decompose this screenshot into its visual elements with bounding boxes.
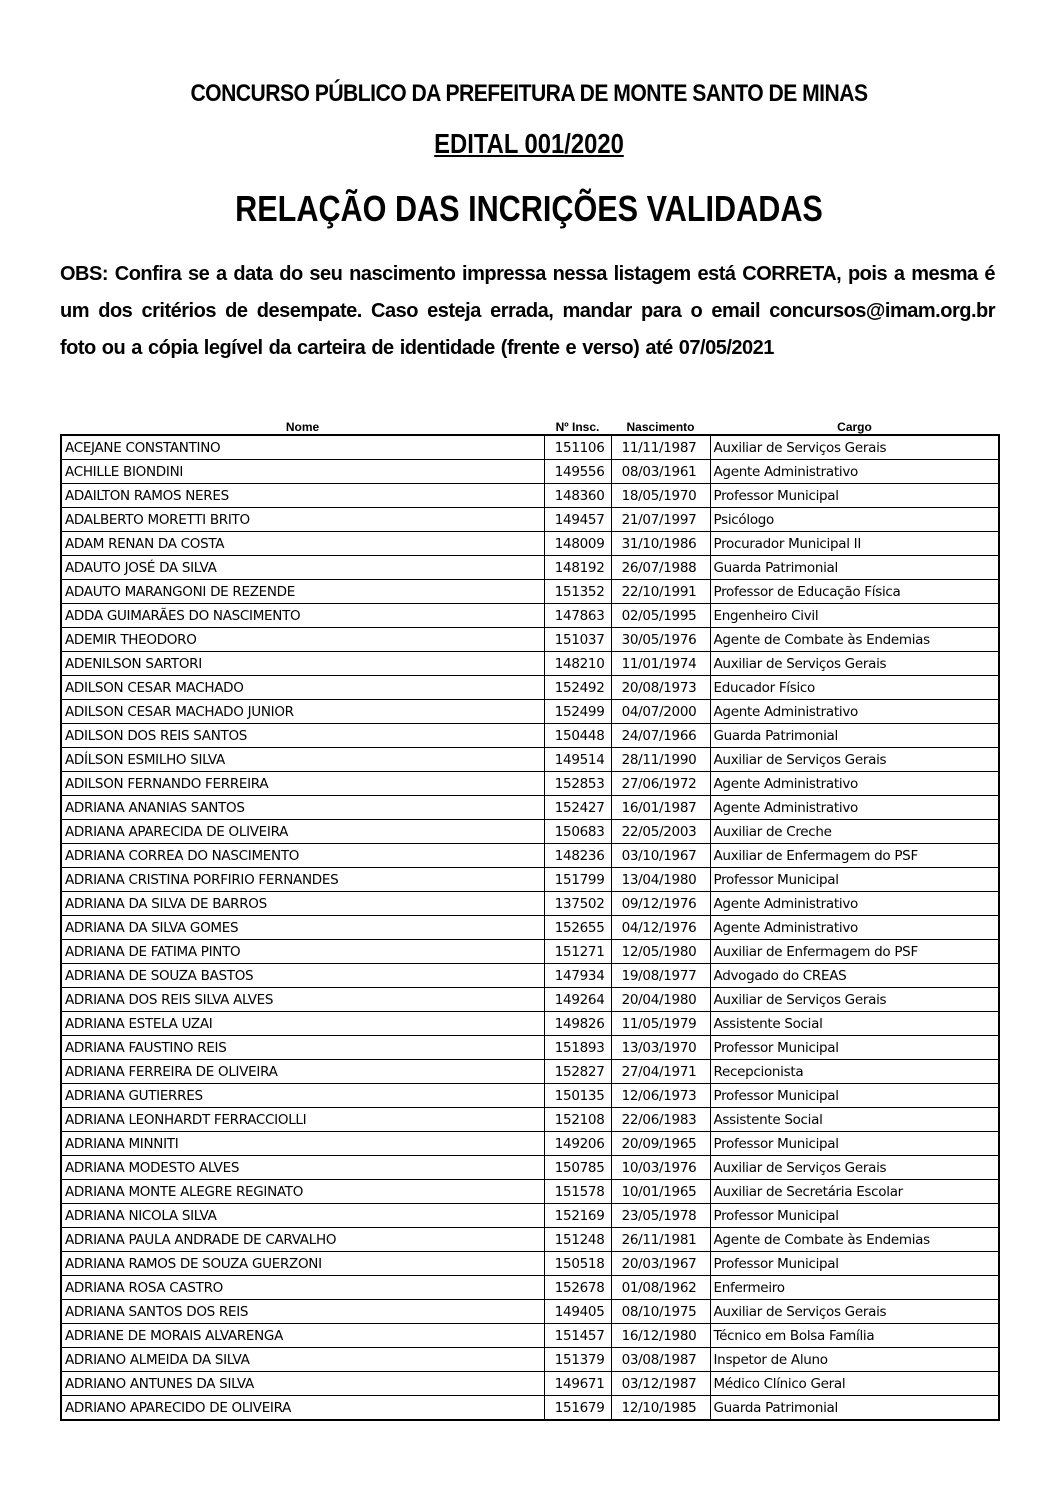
cell-nascimento: 26/07/1988	[611, 556, 710, 580]
cell-nascimento: 04/07/2000	[611, 700, 710, 724]
cell-cargo: Auxiliar de Serviços Gerais	[710, 988, 999, 1012]
cell-inscricao: 147863	[544, 604, 611, 628]
cell-nascimento: 28/11/1990	[611, 748, 710, 772]
table-row	[61, 460, 999, 484]
cell-inscricao: 149457	[544, 508, 611, 532]
cell-cargo: Professor Municipal	[710, 1252, 999, 1276]
cell-cargo: Professor Municipal	[710, 868, 999, 892]
cell-inscricao: 147934	[544, 964, 611, 988]
table-row	[61, 844, 999, 868]
cell-nascimento: 20/03/1967	[611, 1252, 710, 1276]
column-header-inscricao: Nº Insc.	[555, 420, 600, 434]
cell-nascimento: 13/03/1970	[611, 1036, 710, 1060]
cell-inscricao: 151271	[544, 940, 611, 964]
table-row	[61, 868, 999, 892]
table-row	[61, 435, 999, 460]
cell-inscricao: 148009	[544, 532, 611, 556]
cell-cargo: Agente Administrativo	[710, 460, 999, 484]
observation-text: OBS: Confira se a data do seu nascimento impressa nessa listagem está CORRETA, pois a mesma é um dos critérios de desempate. Caso esteja errada, mandar para o email concursos@imam.org.br foto ou a cópia legível da carteira de identidade (frente e verso) até 07/05/2021	[60, 263, 995, 359]
cell-nome: ADRIANA DOS REIS SILVA ALVES	[61, 988, 544, 1012]
cell-inscricao: 152499	[544, 700, 611, 724]
table-row	[61, 796, 999, 820]
table-row	[61, 820, 999, 844]
cell-nome: ADILSON CESAR MACHADO	[61, 676, 544, 700]
cell-nome: ADRIANA CRISTINA PORFIRIO FERNANDES	[61, 868, 544, 892]
table-row	[61, 652, 999, 676]
cell-inscricao: 150518	[544, 1252, 611, 1276]
table-row	[61, 580, 999, 604]
cell-cargo: Guarda Patrimonial	[710, 724, 999, 748]
table-header-row	[61, 410, 999, 435]
cell-nome: ADRIANA MODESTO ALVES	[61, 1156, 544, 1180]
edital-number: EDITAL 001/2020	[434, 128, 624, 159]
table-row	[61, 556, 999, 580]
cell-inscricao: 152853	[544, 772, 611, 796]
cell-nascimento: 22/10/1991	[611, 580, 710, 604]
cell-inscricao: 151799	[544, 868, 611, 892]
cell-cargo: Auxiliar de Enfermagem do PSF	[710, 940, 999, 964]
cell-nome: ADRIANA FAUSTINO REIS	[61, 1036, 544, 1060]
cell-cargo: Agente de Combate às Endemias	[710, 628, 999, 652]
cell-nascimento: 12/10/1985	[611, 1396, 710, 1421]
registrations-table	[60, 410, 1000, 1421]
cell-inscricao: 151457	[544, 1324, 611, 1348]
table-row	[61, 1324, 999, 1348]
cell-inscricao: 151037	[544, 628, 611, 652]
cell-nome: ADRIANA ROSA CASTRO	[61, 1276, 544, 1300]
cell-cargo: Agente Administrativo	[710, 796, 999, 820]
cell-nome: ADRIANA FERREIRA DE OLIVEIRA	[61, 1060, 544, 1084]
table-row	[61, 1132, 999, 1156]
cell-inscricao: 151248	[544, 1228, 611, 1252]
table-row	[61, 1060, 999, 1084]
cell-inscricao: 149826	[544, 1012, 611, 1036]
cell-nome: ADRIANO APARECIDO DE OLIVEIRA	[61, 1396, 544, 1421]
cell-inscricao: 149405	[544, 1300, 611, 1324]
cell-nascimento: 09/12/1976	[611, 892, 710, 916]
table-row	[61, 1084, 999, 1108]
table-row	[61, 1372, 999, 1396]
cell-inscricao: 150448	[544, 724, 611, 748]
cell-inscricao: 152678	[544, 1276, 611, 1300]
cell-nome: ADALBERTO MORETTI BRITO	[61, 508, 544, 532]
cell-inscricao: 151679	[544, 1396, 611, 1421]
cell-nascimento: 20/04/1980	[611, 988, 710, 1012]
cell-nome: ADRIANA GUTIERRES	[61, 1084, 544, 1108]
cell-cargo: Assistente Social	[710, 1108, 999, 1132]
table-row	[61, 916, 999, 940]
cell-inscricao: 149514	[544, 748, 611, 772]
cell-inscricao: 151893	[544, 1036, 611, 1060]
cell-cargo: Auxiliar de Serviços Gerais	[710, 748, 999, 772]
cell-nascimento: 27/04/1971	[611, 1060, 710, 1084]
cell-nascimento: 03/08/1987	[611, 1348, 710, 1372]
cell-cargo: Professor Municipal	[710, 484, 999, 508]
cell-cargo: Agente Administrativo	[710, 772, 999, 796]
table-row	[61, 940, 999, 964]
table-row	[61, 1300, 999, 1324]
table-row	[61, 1156, 999, 1180]
cell-nome: ADRIANO ALMEIDA DA SILVA	[61, 1348, 544, 1372]
cell-nome: ADRIANA DA SILVA DE BARROS	[61, 892, 544, 916]
cell-inscricao: 137502	[544, 892, 611, 916]
column-header-cargo: Cargo	[837, 420, 872, 434]
cell-nascimento: 16/01/1987	[611, 796, 710, 820]
cell-nascimento: 19/08/1977	[611, 964, 710, 988]
cell-inscricao: 148192	[544, 556, 611, 580]
table-row	[61, 676, 999, 700]
cell-nome: ADRIANA SANTOS DOS REIS	[61, 1300, 544, 1324]
cell-nascimento: 08/03/1961	[611, 460, 710, 484]
cell-nome: ADRIANO ANTUNES DA SILVA	[61, 1372, 544, 1396]
cell-inscricao: 148210	[544, 652, 611, 676]
table-row	[61, 1180, 999, 1204]
cell-inscricao: 151578	[544, 1180, 611, 1204]
cell-inscricao: 152427	[544, 796, 611, 820]
cell-nascimento: 21/07/1997	[611, 508, 710, 532]
cell-nome: ADRIANA APARECIDA DE OLIVEIRA	[61, 820, 544, 844]
cell-inscricao: 151379	[544, 1348, 611, 1372]
cell-nascimento: 03/10/1967	[611, 844, 710, 868]
registrations-table-container	[60, 410, 998, 1421]
cell-nome: ADRIANA ANANIAS SANTOS	[61, 796, 544, 820]
cell-nome: ADILSON CESAR MACHADO JUNIOR	[61, 700, 544, 724]
cell-cargo: Psicólogo	[710, 508, 999, 532]
cell-inscricao: 150785	[544, 1156, 611, 1180]
cell-cargo: Auxiliar de Enfermagem do PSF	[710, 844, 999, 868]
column-header-nome: Nome	[285, 420, 320, 434]
cell-cargo: Auxiliar de Serviços Gerais	[710, 1300, 999, 1324]
cell-nome: ADILSON DOS REIS SANTOS	[61, 724, 544, 748]
cell-inscricao: 152492	[544, 676, 611, 700]
table-row	[61, 1252, 999, 1276]
cell-cargo: Inspetor de Aluno	[710, 1348, 999, 1372]
table-row	[61, 748, 999, 772]
cell-nascimento: 26/11/1981	[611, 1228, 710, 1252]
cell-inscricao: 149556	[544, 460, 611, 484]
cell-cargo: Agente Administrativo	[710, 892, 999, 916]
cell-nome: ADRIANA NICOLA SILVA	[61, 1204, 544, 1228]
cell-nome: ACEJANE CONSTANTINO	[61, 435, 544, 460]
cell-nome: ADILSON FERNANDO FERREIRA	[61, 772, 544, 796]
cell-nascimento: 02/05/1995	[611, 604, 710, 628]
cell-cargo: Enfermeiro	[710, 1276, 999, 1300]
cell-nome: ADRIANA DE FATIMA PINTO	[61, 940, 544, 964]
table-row	[61, 892, 999, 916]
cell-cargo: Educador Físico	[710, 676, 999, 700]
cell-inscricao: 152169	[544, 1204, 611, 1228]
cell-inscricao: 148360	[544, 484, 611, 508]
cell-nascimento: 03/12/1987	[611, 1372, 710, 1396]
cell-nome: ADRIANA LEONHARDT FERRACCIOLLI	[61, 1108, 544, 1132]
cell-cargo: Assistente Social	[710, 1012, 999, 1036]
table-row	[61, 772, 999, 796]
cell-nascimento: 23/05/1978	[611, 1204, 710, 1228]
cell-nome: ADAM RENAN DA COSTA	[61, 532, 544, 556]
table-row	[61, 964, 999, 988]
table-row	[61, 700, 999, 724]
cell-nascimento: 18/05/1970	[611, 484, 710, 508]
document-title: CONCURSO PÚBLICO DA PREFEITURA DE MONTE SANTO DE MINAS	[190, 80, 868, 107]
table-row	[61, 532, 999, 556]
cell-inscricao: 152108	[544, 1108, 611, 1132]
cell-nome: ADDA GUIMARÃES DO NASCIMENTO	[61, 604, 544, 628]
table-row	[61, 1108, 999, 1132]
cell-nome: ADRIANE DE MORAIS ALVARENGA	[61, 1324, 544, 1348]
cell-inscricao: 149264	[544, 988, 611, 1012]
table-row	[61, 1228, 999, 1252]
table-row	[61, 604, 999, 628]
cell-nascimento: 01/08/1962	[611, 1276, 710, 1300]
cell-nome: ADAUTO MARANGONI DE REZENDE	[61, 580, 544, 604]
cell-nascimento: 12/06/1973	[611, 1084, 710, 1108]
table-row	[61, 628, 999, 652]
cell-nascimento: 04/12/1976	[611, 916, 710, 940]
cell-nascimento: 30/05/1976	[611, 628, 710, 652]
cell-cargo: Auxiliar de Serviços Gerais	[710, 1156, 999, 1180]
table-row	[61, 1348, 999, 1372]
cell-nascimento: 22/06/1983	[611, 1108, 710, 1132]
cell-nascimento: 10/01/1965	[611, 1180, 710, 1204]
cell-cargo: Guarda Patrimonial	[710, 556, 999, 580]
cell-nascimento: 27/06/1972	[611, 772, 710, 796]
cell-cargo: Professor de Educação Física	[710, 580, 999, 604]
cell-cargo: Advogado do CREAS	[710, 964, 999, 988]
cell-nome: ADRIANA DA SILVA GOMES	[61, 916, 544, 940]
table-row	[61, 988, 999, 1012]
cell-inscricao: 150135	[544, 1084, 611, 1108]
table-row	[61, 1276, 999, 1300]
table-row	[61, 724, 999, 748]
cell-cargo: Procurador Municipal II	[710, 532, 999, 556]
table-row	[61, 1204, 999, 1228]
cell-inscricao: 152827	[544, 1060, 611, 1084]
cell-nome: ADAUTO JOSÉ DA SILVA	[61, 556, 544, 580]
cell-nome: ADRIANA PAULA ANDRADE DE CARVALHO	[61, 1228, 544, 1252]
cell-nascimento: 22/05/2003	[611, 820, 710, 844]
cell-cargo: Agente Administrativo	[710, 916, 999, 940]
cell-cargo: Recepcionista	[710, 1060, 999, 1084]
cell-cargo: Auxiliar de Serviços Gerais	[710, 652, 999, 676]
table-body	[61, 435, 999, 1420]
cell-nome: ADRIANA RAMOS DE SOUZA GUERZONI	[61, 1252, 544, 1276]
cell-nome: ADRIANA MINNITI	[61, 1132, 544, 1156]
cell-inscricao: 149671	[544, 1372, 611, 1396]
cell-nome: ADRIANA CORREA DO NASCIMENTO	[61, 844, 544, 868]
cell-nascimento: 24/07/1966	[611, 724, 710, 748]
table-row	[61, 1012, 999, 1036]
cell-nome: ADAILTON RAMOS NERES	[61, 484, 544, 508]
cell-nascimento: 31/10/1986	[611, 532, 710, 556]
cell-cargo: Engenheiro Civil	[710, 604, 999, 628]
cell-nascimento: 10/03/1976	[611, 1156, 710, 1180]
cell-nascimento: 11/05/1979	[611, 1012, 710, 1036]
cell-cargo: Auxiliar de Creche	[710, 820, 999, 844]
cell-nascimento: 08/10/1975	[611, 1300, 710, 1324]
observation-note	[60, 256, 995, 367]
cell-nascimento: 11/01/1974	[611, 652, 710, 676]
cell-cargo: Agente de Combate às Endemias	[710, 1228, 999, 1252]
table-row	[61, 484, 999, 508]
cell-nascimento: 12/05/1980	[611, 940, 710, 964]
cell-inscricao: 149206	[544, 1132, 611, 1156]
cell-inscricao: 150683	[544, 820, 611, 844]
cell-cargo: Guarda Patrimonial	[710, 1396, 999, 1421]
cell-nome: ADRIANA ESTELA UZAI	[61, 1012, 544, 1036]
cell-nascimento: 20/09/1965	[611, 1132, 710, 1156]
cell-inscricao: 152655	[544, 916, 611, 940]
cell-cargo: Professor Municipal	[710, 1204, 999, 1228]
cell-nome: ADRIANA DE SOUZA BASTOS	[61, 964, 544, 988]
cell-cargo: Professor Municipal	[710, 1036, 999, 1060]
cell-cargo: Auxiliar de Secretária Escolar	[710, 1180, 999, 1204]
cell-nascimento: 16/12/1980	[611, 1324, 710, 1348]
cell-cargo: Agente Administrativo	[710, 700, 999, 724]
cell-cargo: Professor Municipal	[710, 1084, 999, 1108]
cell-cargo: Médico Clínico Geral	[710, 1372, 999, 1396]
table-row	[61, 1396, 999, 1421]
cell-nome: ADÍLSON ESMILHO SILVA	[61, 748, 544, 772]
cell-nome: ADENILSON SARTORI	[61, 652, 544, 676]
cell-nome: ADEMIR THEODORO	[61, 628, 544, 652]
list-heading: RELAÇÃO DAS INCRIÇÕES VALIDADAS	[235, 188, 823, 229]
cell-inscricao: 151352	[544, 580, 611, 604]
cell-cargo: Auxiliar de Serviços Gerais	[710, 435, 999, 460]
cell-inscricao: 151106	[544, 435, 611, 460]
cell-nascimento: 13/04/1980	[611, 868, 710, 892]
cell-cargo: Professor Municipal	[710, 1132, 999, 1156]
table-row	[61, 508, 999, 532]
cell-nome: ACHILLE BIONDINI	[61, 460, 544, 484]
cell-inscricao: 148236	[544, 844, 611, 868]
column-header-nascimento: Nascimento	[626, 420, 695, 434]
cell-nascimento: 11/11/1987	[611, 435, 710, 460]
cell-nascimento: 20/08/1973	[611, 676, 710, 700]
cell-cargo: Técnico em Bolsa Família	[710, 1324, 999, 1348]
cell-nome: ADRIANA MONTE ALEGRE REGINATO	[61, 1180, 544, 1204]
table-row	[61, 1036, 999, 1060]
